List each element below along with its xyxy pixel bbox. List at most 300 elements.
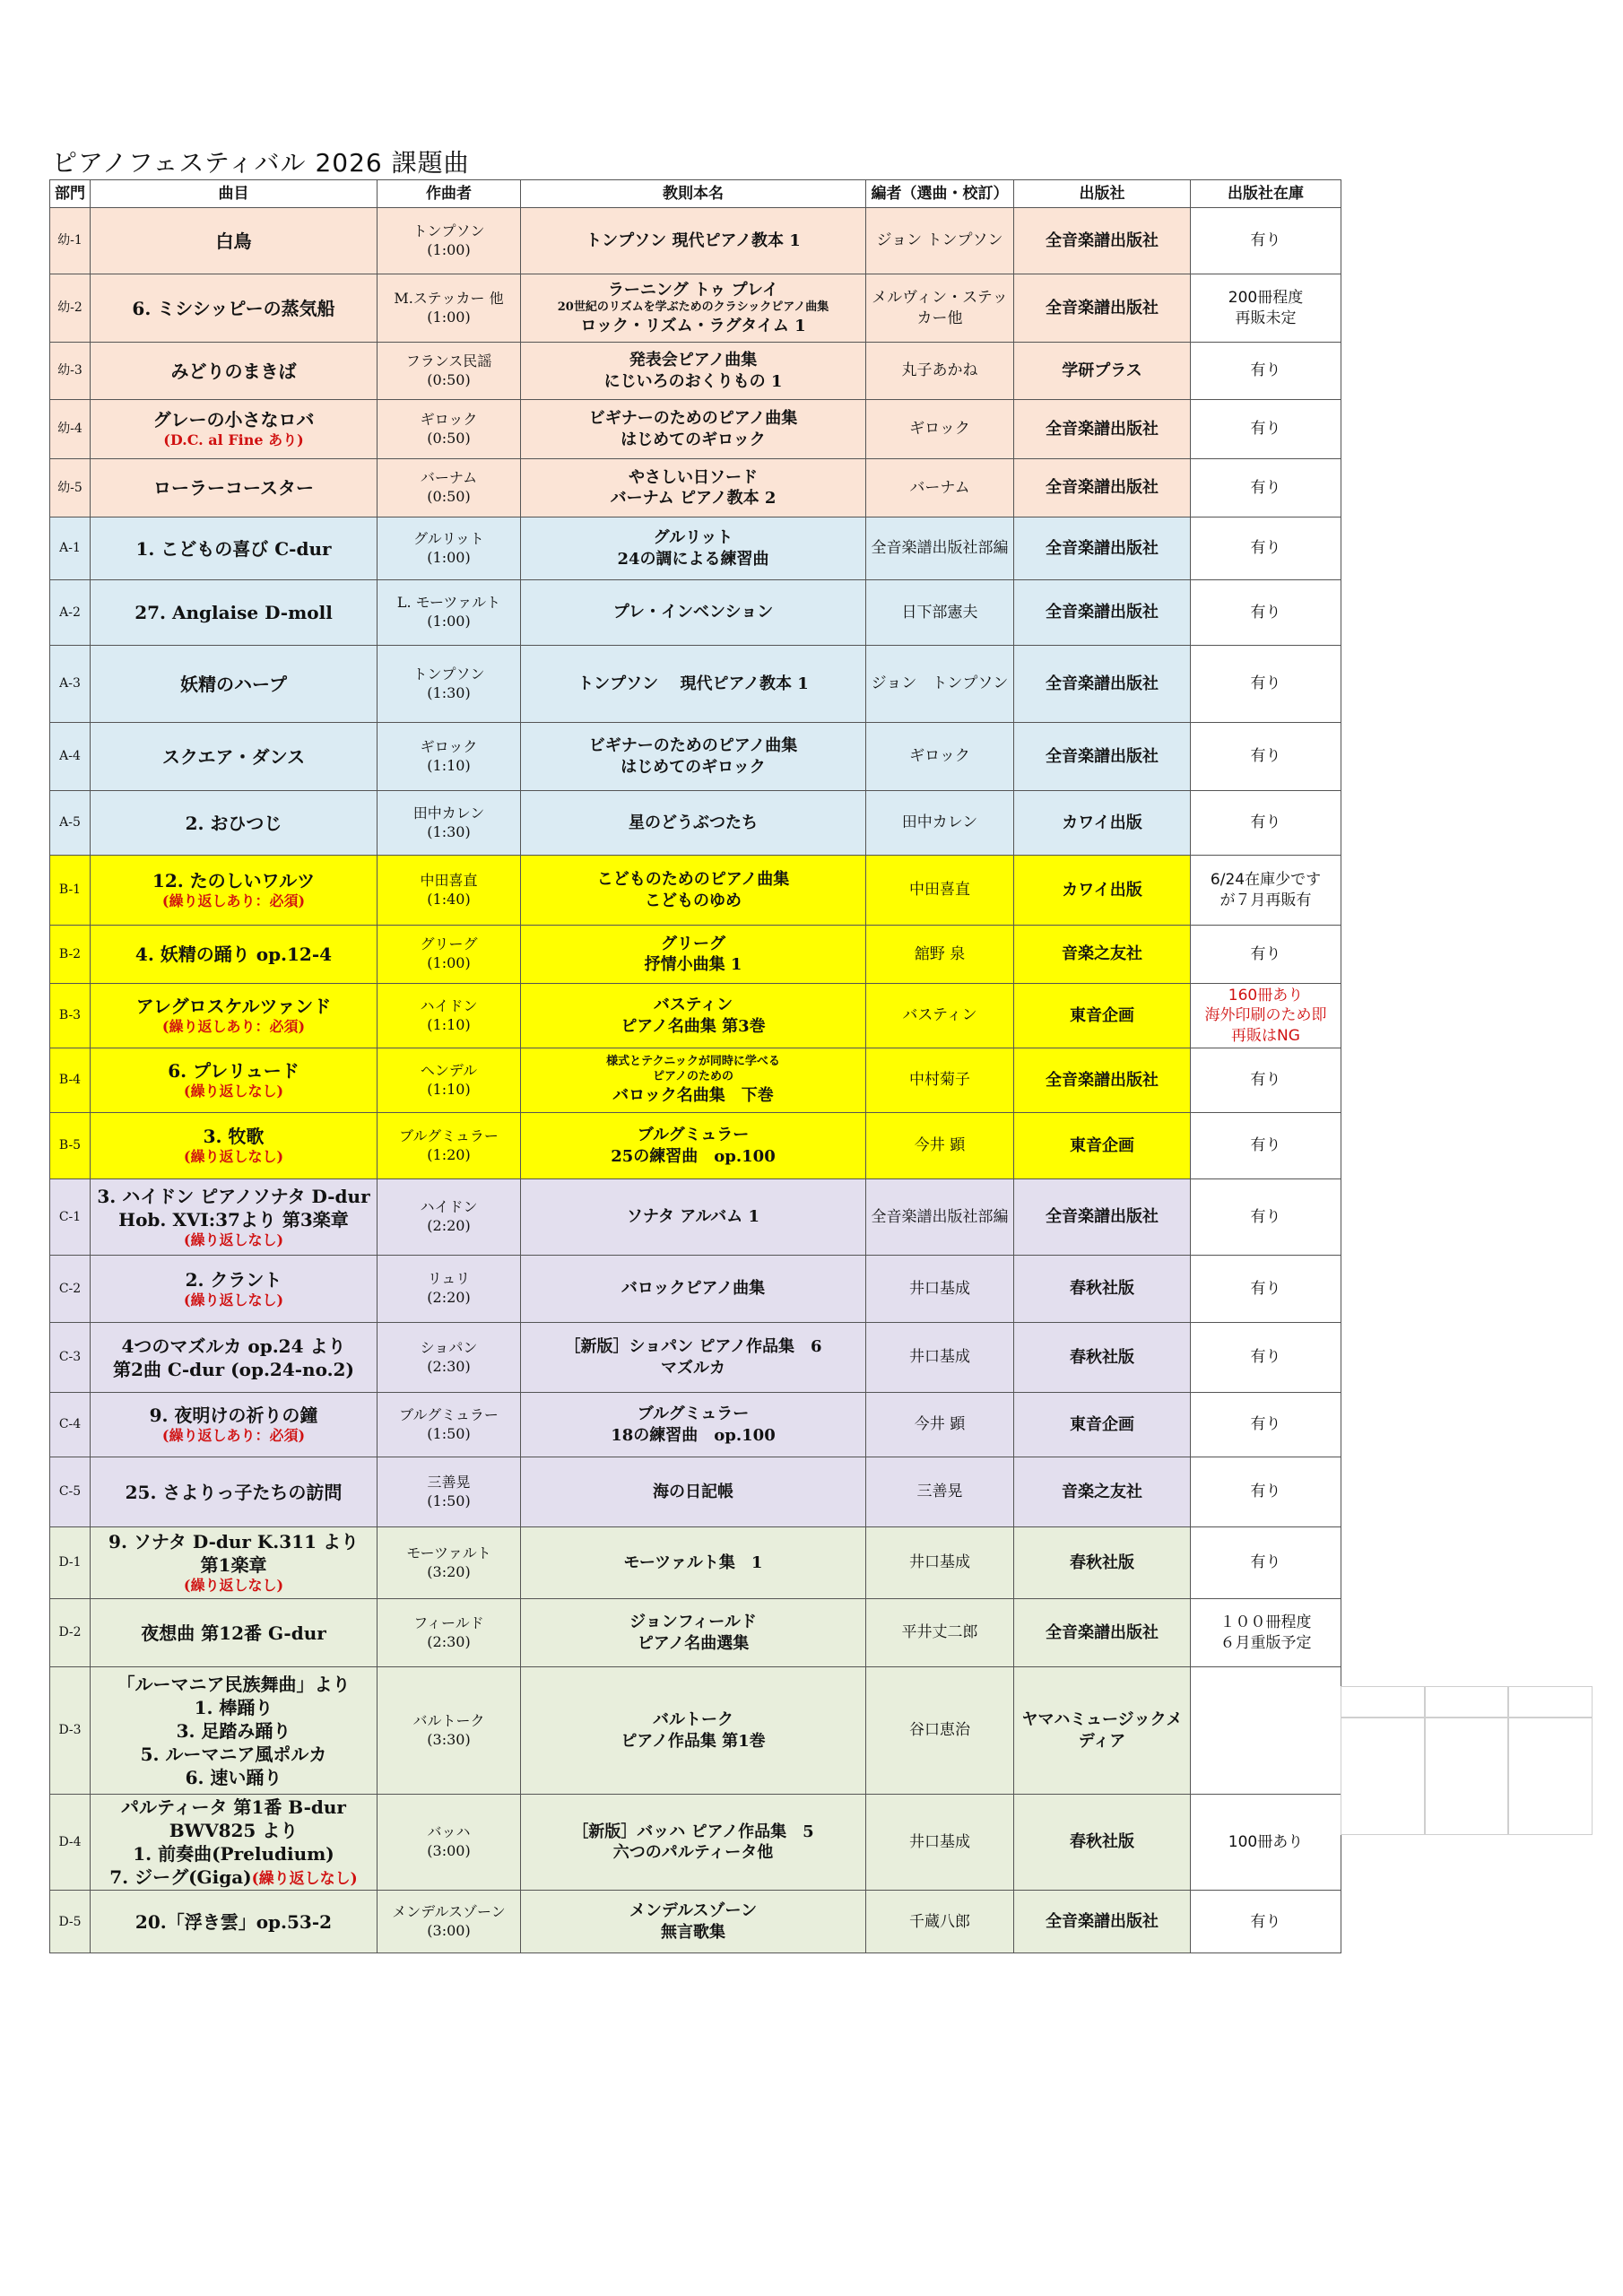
- repeat-note: (繰り返しあり：必須): [161, 892, 306, 910]
- table-row: [50, 208, 1341, 274]
- division-code: 幼-4: [50, 400, 91, 459]
- table-row: [50, 646, 1341, 723]
- division-code: C-4: [50, 1393, 91, 1457]
- book-name-line: マズルカ: [661, 1358, 725, 1378]
- stock-status: [1191, 984, 1341, 1048]
- stock-line: 有り: [1250, 361, 1281, 380]
- book-name-line: ビギナーのためのピアノ曲集: [588, 736, 798, 756]
- duration: (2:30): [427, 1632, 471, 1650]
- composer-name: ブルグミュラー: [399, 1126, 499, 1144]
- composer-name: ショパン: [420, 1338, 478, 1356]
- stock-status: [1191, 646, 1341, 723]
- book-name-line: 25の練習曲 op.100: [611, 1146, 776, 1166]
- duration: (3:00): [427, 1921, 471, 1939]
- composer-name: トンプソン: [412, 665, 485, 683]
- book-name-line: 24の調による練習曲: [617, 549, 769, 569]
- piece-title-line: みどりのまきば: [170, 360, 297, 382]
- table-row: [50, 856, 1341, 926]
- publisher: 学研プラス: [1014, 343, 1191, 400]
- arranger: 井口基成: [866, 1256, 1014, 1323]
- arranger: ギロック: [866, 400, 1014, 459]
- repeat-note: (繰り返しなし): [183, 1148, 284, 1166]
- composer-name: トンプソン: [412, 222, 485, 239]
- stock-status: [1191, 1527, 1341, 1599]
- composer-name: メンデルスゾーン: [392, 1902, 506, 1920]
- book-name-line: 六つのパルティータ他: [612, 1843, 774, 1863]
- table-row: [50, 459, 1341, 517]
- piece-title-line: 27. Anglaise D-moll: [135, 602, 333, 623]
- stock-line: 有り: [1250, 1279, 1281, 1298]
- book-name: [521, 1113, 866, 1179]
- division-code: D-2: [50, 1599, 91, 1667]
- stock-status: [1191, 791, 1341, 856]
- piece-title-line: スクエア・ダンス: [161, 745, 306, 768]
- stock-line: 有り: [1250, 1207, 1281, 1226]
- publisher: 全音楽譜出版社: [1014, 723, 1191, 791]
- piece-title-line: 「ルーマニア民族舞曲」より: [117, 1673, 351, 1695]
- composer: [378, 984, 521, 1048]
- composer: [378, 856, 521, 926]
- piece-title-line: 3. 牧歌: [203, 1126, 265, 1148]
- book-name-line: こどものためのピアノ曲集: [596, 870, 790, 890]
- piece-title-line: [92, 1866, 375, 1889]
- book-name-line: にじいろのおくりもの 1: [603, 371, 783, 391]
- header-division: 部門: [50, 180, 91, 208]
- duration: (1:50): [427, 1492, 471, 1509]
- repeat-note: (繰り返しあり：必須): [161, 1018, 306, 1036]
- empty-cell: [1424, 1686, 1509, 1718]
- stock-status: [1191, 1048, 1341, 1113]
- piece-title-line: 2. クラント: [185, 1268, 282, 1291]
- stock-line: 有り: [1250, 674, 1281, 693]
- stock-line: 再販未定: [1235, 309, 1297, 327]
- arranger: 中村菊子: [866, 1048, 1014, 1113]
- book-name: [521, 1179, 866, 1256]
- arranger: 舘野 泉: [866, 926, 1014, 984]
- stock-status: [1191, 926, 1341, 984]
- stock-status: [1191, 1256, 1341, 1323]
- duration: (1:40): [427, 890, 471, 908]
- publisher: カワイ出版: [1014, 856, 1191, 926]
- book-name-line: プレ・インベンション: [612, 603, 774, 622]
- composer: [378, 1393, 521, 1457]
- repeat-note: (繰り返しなし): [183, 1083, 284, 1100]
- composer-name: ハイドン: [420, 996, 478, 1014]
- stock-line: 160冊あり: [1228, 987, 1304, 1005]
- stock-line: が７月再販有: [1219, 891, 1312, 909]
- piece-title-line: 5. ルーマニア風ポルカ: [140, 1743, 327, 1765]
- arranger: 今井 顕: [866, 1393, 1014, 1457]
- piece-title-line: 1. こどもの喜び C-dur: [135, 537, 332, 560]
- publisher: 音楽之友社: [1014, 1457, 1191, 1527]
- division-code: B-2: [50, 926, 91, 984]
- book-name: [521, 400, 866, 459]
- publisher: 全音楽譜出版社: [1014, 517, 1191, 580]
- book-name-line: ピアノ作品集 第1巻: [621, 1731, 766, 1751]
- composer: [378, 1891, 521, 1953]
- composer: [378, 1179, 521, 1256]
- arranger: 日下部憲夫: [866, 580, 1014, 646]
- publisher: 春秋社版: [1014, 1795, 1191, 1891]
- page-title: ピアノフェスティバル 2026 課題曲: [52, 148, 470, 178]
- stock-line: 有り: [1250, 231, 1281, 250]
- table-row: [50, 1048, 1341, 1113]
- publisher: 全音楽譜出版社: [1014, 1179, 1191, 1256]
- division-code: C-2: [50, 1256, 91, 1323]
- stock-line: 200冊程度: [1228, 289, 1304, 308]
- duration: (1:20): [427, 1145, 471, 1163]
- piece-title: [91, 1179, 378, 1256]
- book-name: [521, 1527, 866, 1599]
- stock-line: 有り: [1250, 603, 1281, 622]
- table-row: [50, 1891, 1341, 1953]
- stock-status: [1191, 1599, 1341, 1667]
- duration: (1:00): [427, 954, 471, 971]
- publisher: 全音楽譜出版社: [1014, 1048, 1191, 1113]
- piece-title-line: 6. 速い踊り: [185, 1766, 282, 1788]
- duration: (1:50): [427, 1424, 471, 1442]
- piece-title-line: BWV825 より: [169, 1820, 299, 1841]
- publisher: 全音楽譜出版社: [1014, 1599, 1191, 1667]
- book-name-line: メンデルスゾーン: [629, 1901, 758, 1921]
- arranger: 平井丈二郎: [866, 1599, 1014, 1667]
- book-name-line: バロック名曲集 下巻: [612, 1085, 774, 1105]
- book-name-line: ピアノ名曲選集: [637, 1633, 750, 1653]
- book-name: [521, 1795, 866, 1891]
- piece-title: [91, 580, 378, 646]
- composer-name: フィールド: [413, 1613, 484, 1631]
- arranger: 全音楽譜出版社部編: [866, 1179, 1014, 1256]
- stock-status: [1191, 856, 1341, 926]
- table-header-row: [50, 180, 1341, 208]
- arranger: 井口基成: [866, 1527, 1014, 1599]
- stock-status: [1191, 580, 1341, 646]
- composer-name: バルトーク: [412, 1711, 485, 1729]
- composer: [378, 646, 521, 723]
- division-code: 幼-1: [50, 208, 91, 274]
- table-row: [50, 1179, 1341, 1256]
- stock-status: [1191, 274, 1341, 343]
- piece-title-line: 1. 棒踊り: [194, 1696, 273, 1718]
- book-name: [521, 208, 866, 274]
- piece-title: [91, 274, 378, 343]
- piece-title: [91, 1891, 378, 1953]
- stock-line: 有り: [1250, 1348, 1281, 1367]
- arranger: 全音楽譜出版社部編: [866, 517, 1014, 580]
- stock-status: [1191, 517, 1341, 580]
- table-row: [50, 791, 1341, 856]
- table-row: [50, 1599, 1341, 1667]
- composer-name: L. モーツァルト: [396, 594, 501, 612]
- piece-title-line: 3. ハイドン ピアノソナタ D-dur: [97, 1185, 370, 1207]
- book-name-line: バスティン: [653, 996, 733, 1015]
- book-name: [521, 984, 866, 1048]
- stock-status: [1191, 1393, 1341, 1457]
- piece-title: [91, 1527, 378, 1599]
- composer-name: グリーグ: [420, 935, 478, 953]
- piece-title: [91, 646, 378, 723]
- piece-title: [91, 343, 378, 400]
- composer: [378, 1457, 521, 1527]
- publisher: 音楽之友社: [1014, 926, 1191, 984]
- book-name-line: 様式とテクニックが同時に学べる: [606, 1054, 780, 1068]
- piece-title-line: 2. おひつじ: [185, 812, 282, 834]
- book-name: [521, 580, 866, 646]
- arranger: 田中カレン: [866, 791, 1014, 856]
- book-name-line: ジョンフィールド: [629, 1613, 757, 1632]
- arranger: 井口基成: [866, 1323, 1014, 1393]
- composer: [378, 1599, 521, 1667]
- duration: (1:30): [427, 683, 471, 701]
- composer: [378, 1323, 521, 1393]
- publisher: 全音楽譜出版社: [1014, 646, 1191, 723]
- book-name: [521, 274, 866, 343]
- book-name: [521, 926, 866, 984]
- piece-title-line: 1. 前奏曲(Preludium): [133, 1843, 334, 1865]
- book-name: [521, 646, 866, 723]
- stock-line: 有り: [1250, 1136, 1281, 1155]
- stock-line: 6/24在庫少です: [1210, 871, 1322, 890]
- publisher: 全音楽譜出版社: [1014, 274, 1191, 343]
- book-name-line: ラーニング トゥ プレイ: [607, 280, 779, 300]
- book-name-line: グルリット: [653, 528, 733, 548]
- empty-cell: [1507, 1686, 1593, 1718]
- table-row: [50, 274, 1341, 343]
- arranger: 千蔵八郎: [866, 1891, 1014, 1953]
- stock-status: [1191, 1323, 1341, 1393]
- table-row: [50, 1527, 1341, 1599]
- arranger: メルヴィン・ステッカー他: [866, 274, 1014, 343]
- book-name-line: ［新版］バッハ ピアノ作品集 5: [572, 1822, 814, 1841]
- stock-status: [1191, 1113, 1341, 1179]
- piece-title: [91, 1795, 378, 1891]
- table-row: [50, 343, 1341, 400]
- piece-title-line: 白鳥: [215, 230, 252, 252]
- duration: (1:10): [427, 756, 471, 774]
- duration: (1:30): [427, 822, 471, 840]
- book-name: [521, 1323, 866, 1393]
- book-name-line: 18の練習曲 op.100: [611, 1425, 776, 1445]
- piece-title: [91, 459, 378, 517]
- division-code: A-3: [50, 646, 91, 723]
- piece-title: [91, 723, 378, 791]
- composer: [378, 1667, 521, 1795]
- composer: [378, 926, 521, 984]
- header-book: 教則本名: [521, 180, 866, 208]
- composer: [378, 1113, 521, 1179]
- book-name: [521, 1048, 866, 1113]
- book-name-line: トンプソン 現代ピアノ教本 1: [577, 674, 809, 693]
- piece-title-line: 9. ソナタ D-dur K.311 より: [108, 1531, 359, 1553]
- book-name-line: モーツァルト集 1: [623, 1552, 763, 1572]
- composer-name: バーナム: [420, 469, 478, 487]
- stock-line: 有り: [1250, 944, 1281, 963]
- division-code: B-4: [50, 1048, 91, 1113]
- book-name-line: ［新版］ショパン ピアノ作品集 6: [564, 1337, 822, 1357]
- piece-title: [91, 208, 378, 274]
- book-name: [521, 1256, 866, 1323]
- arranger: バスティン: [866, 984, 1014, 1048]
- composer: [378, 1795, 521, 1891]
- duration: (1:10): [427, 1015, 471, 1033]
- division-code: 幼-3: [50, 343, 91, 400]
- piece-title-line: パルティータ 第1番 B-dur: [121, 1796, 346, 1818]
- repeat-note: (繰り返しなし): [251, 1870, 358, 1888]
- composer: [378, 1256, 521, 1323]
- composer: [378, 1527, 521, 1599]
- book-name-line: はじめてのギロック: [621, 757, 766, 777]
- piece-title: [91, 1599, 378, 1667]
- stock-status: [1191, 343, 1341, 400]
- book-name-line: ピアノのための: [653, 1069, 733, 1083]
- composer-name: バッハ: [427, 1823, 471, 1841]
- composer: [378, 723, 521, 791]
- composer-name: 三善晃: [427, 1473, 471, 1491]
- book-name-line: 発表会ピアノ曲集: [629, 351, 758, 370]
- piece-title: [91, 1256, 378, 1323]
- composer-name: ハイドン: [420, 1198, 478, 1216]
- repeat-note: (繰り返しなし): [183, 1291, 284, 1309]
- stock-line: 有り: [1250, 1415, 1281, 1434]
- book-name: [521, 1599, 866, 1667]
- piece-title-line: アレグロスケルツァンド: [135, 996, 332, 1018]
- piece-title-line: 夜想曲 第12番 G-dur: [141, 1622, 326, 1644]
- piece-title-line: 6. ミシシッピーの蒸気船: [132, 297, 335, 319]
- publisher: ヤマハミュージックメディア: [1014, 1667, 1191, 1795]
- duration: (2:20): [427, 1289, 471, 1306]
- repeat-note: (繰り返しなし): [183, 1577, 284, 1595]
- book-name-line: ブルグミュラー: [637, 1126, 750, 1145]
- stock-status: [1191, 723, 1341, 791]
- table-row: [50, 1323, 1341, 1393]
- book-name-line: トンプソン 現代ピアノ教本 1: [586, 230, 801, 250]
- stock-status: [1191, 1667, 1341, 1795]
- publisher: 全音楽譜出版社: [1014, 208, 1191, 274]
- composer-name: 中田喜直: [420, 871, 478, 889]
- publisher: 全音楽譜出版社: [1014, 580, 1191, 646]
- table-row: [50, 580, 1341, 646]
- piece-title: [91, 1667, 378, 1795]
- book-name-line: 星のどうぶつたち: [629, 813, 758, 832]
- division-code: C-3: [50, 1323, 91, 1393]
- piece-title: [91, 984, 378, 1048]
- division-code: C-1: [50, 1179, 91, 1256]
- piece-title: [91, 1393, 378, 1457]
- table-row: [50, 517, 1341, 580]
- composer: [378, 208, 521, 274]
- repertoire-table: [49, 179, 1341, 1953]
- piece-title-line: 妖精のハープ: [180, 673, 287, 695]
- publisher: 全音楽譜出版社: [1014, 400, 1191, 459]
- arranger: 三善晃: [866, 1457, 1014, 1527]
- composer: [378, 1048, 521, 1113]
- table-row: [50, 984, 1341, 1048]
- empty-cell: [1341, 1717, 1426, 1835]
- duration: (0:50): [427, 429, 471, 447]
- division-code: B-1: [50, 856, 91, 926]
- book-name-line: ピアノ名曲集 第3巻: [621, 1016, 766, 1036]
- piece-title-line: グレーの小さなロバ: [152, 409, 315, 431]
- duration: (1:00): [427, 240, 471, 258]
- book-name-line: はじめてのギロック: [621, 430, 766, 449]
- arranger: ジョン トンプソン: [866, 208, 1014, 274]
- repeat-note: (繰り返しなし): [183, 1231, 284, 1248]
- composer-name: グルリット: [413, 529, 484, 547]
- composer: [378, 274, 521, 343]
- piece-title-line: 9. 夜明けの祈りの鐘: [149, 1405, 318, 1427]
- book-name-line: バロックピアノ曲集: [621, 1279, 766, 1299]
- duration: (2:20): [427, 1217, 471, 1234]
- publisher: 全音楽譜出版社: [1014, 1891, 1191, 1953]
- book-name-line: こどものゆめ: [645, 891, 742, 910]
- book-name: [521, 517, 866, 580]
- book-name-line: ロック・リズム・ラグタイム 1: [580, 316, 806, 335]
- table-row: [50, 1667, 1341, 1795]
- arranger: 中田喜直: [866, 856, 1014, 926]
- publisher: 春秋社版: [1014, 1256, 1191, 1323]
- table-row: [50, 1256, 1341, 1323]
- duration: (1:00): [427, 308, 471, 326]
- composer: [378, 343, 521, 400]
- duration: (3:30): [427, 1730, 471, 1748]
- arranger: バーナム: [866, 459, 1014, 517]
- piece-title: [91, 1113, 378, 1179]
- stock-status: [1191, 459, 1341, 517]
- arranger: 丸子あかね: [866, 343, 1014, 400]
- arranger: 井口基成: [866, 1795, 1014, 1891]
- division-code: A-2: [50, 580, 91, 646]
- duration: (3:00): [427, 1842, 471, 1860]
- book-name: [521, 856, 866, 926]
- duration: (1:00): [427, 613, 471, 630]
- table-row: [50, 1795, 1341, 1891]
- division-code: C-5: [50, 1457, 91, 1527]
- table-row: [50, 1457, 1341, 1527]
- stock-line: １００冊程度: [1219, 1613, 1312, 1632]
- division-code: D-1: [50, 1527, 91, 1599]
- header-arranger: 編者（選曲・校訂）: [866, 180, 1014, 208]
- table-row: [50, 723, 1341, 791]
- piece-title: [91, 1323, 378, 1393]
- stock-status: [1191, 208, 1341, 274]
- piece-title: [91, 400, 378, 459]
- composer-name: ギロック: [420, 737, 478, 755]
- repeat-note: (D.C. al Fine あり): [163, 431, 304, 449]
- stock-status: [1191, 1795, 1341, 1891]
- division-code: A-4: [50, 723, 91, 791]
- empty-cell: [1507, 1717, 1593, 1835]
- stock-line: 有り: [1250, 1071, 1281, 1090]
- composer-name: リュリ: [427, 1270, 471, 1288]
- header-composer: 作曲者: [378, 180, 521, 208]
- book-name-line: 抒情小曲集 1: [644, 955, 742, 974]
- book-name-line: やさしい日ソード: [629, 467, 758, 487]
- division-code: B-3: [50, 984, 91, 1048]
- stock-status: [1191, 1457, 1341, 1527]
- stock-line: 有り: [1250, 420, 1281, 439]
- piece-title-line: 4つのマズルカ op.24 より: [121, 1335, 346, 1357]
- table-row: [50, 926, 1341, 984]
- duration: (2:30): [427, 1357, 471, 1375]
- repeat-note: (繰り返しあり：必須): [161, 1427, 306, 1445]
- publisher: 東音企画: [1014, 1393, 1191, 1457]
- book-name: [521, 343, 866, 400]
- division-code: B-5: [50, 1113, 91, 1179]
- piece-title: [91, 926, 378, 984]
- piece-title-line: 3. 足踏み踊り: [176, 1719, 291, 1742]
- piece-title-line: 6. プレリュード: [168, 1060, 299, 1083]
- book-name-line: ブルグミュラー: [637, 1405, 750, 1424]
